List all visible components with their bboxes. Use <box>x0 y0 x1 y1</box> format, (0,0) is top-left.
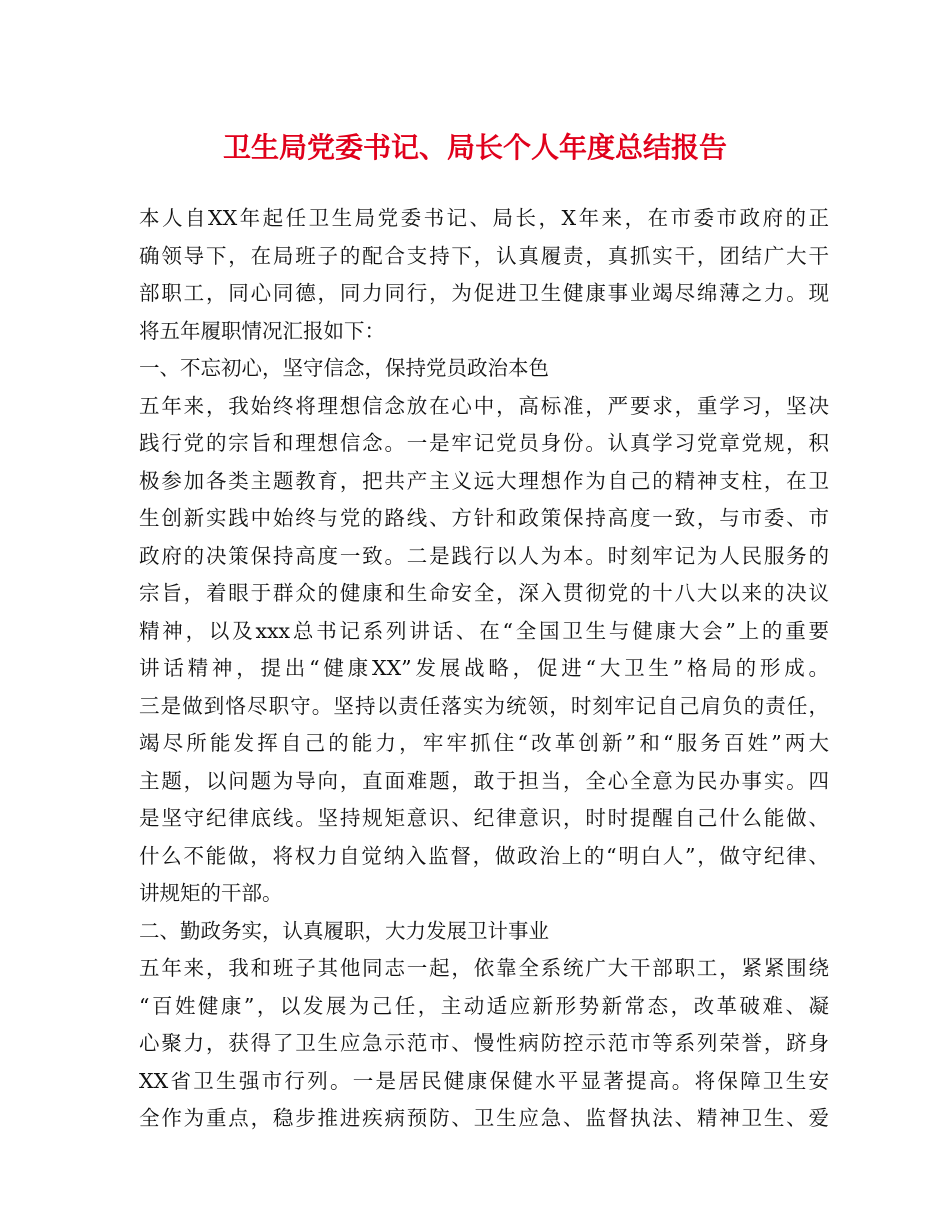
body-line: 本人自XX年起任卫生局党委书记、局长，X年来，在市委市政府的正 <box>139 206 829 230</box>
document-title: 卫生局党委书记、局长个人年度总结报告 <box>222 131 727 164</box>
body-line: 主题，以问题为导向，直面难题，敢于担当，全心全意为民办事实。四 <box>139 768 829 793</box>
body-line: XX省卫生强市行列。一是居民健康保健水平显著提高。将保障卫生安 <box>139 1068 829 1093</box>
document-body <box>139 200 829 1138</box>
body-line: 精神，以及xxx总书记系列讲话、在“全国卫生与健康大会”上的重要 <box>139 618 829 643</box>
body-line: 生创新实践中始终与党的路线、方针和政策保持高度一致，与市委、市 <box>139 506 829 530</box>
body-line: 什么不能做，将权力自觉纳入监督，做政治上的“明白人”，做守纪律、 <box>139 843 829 868</box>
body-line: 将五年履职情况汇报如下： <box>139 318 385 343</box>
body-line: 确领导下，在局班子的配合支持下，认真履责，真抓实干，团结广大干 <box>139 243 829 268</box>
body-line: 全作为重点，稳步推进疾病预防、卫生应急、监督执法、精神卫生、爱 <box>139 1106 829 1130</box>
section-heading: 一、不忘初心，坚守信念，保持党员政治本色 <box>139 356 549 380</box>
section-heading: 二、勤政务实，认真履职，大力发展卫计事业 <box>139 918 549 943</box>
body-line: 部职工，同心同德，同力同行，为促进卫生健康事业竭尽绵薄之力。现 <box>139 281 829 305</box>
body-line: 讲话精神，提出“健康XX”发展战略，促进“大卫生”格局的形成。 <box>139 656 829 680</box>
body-line: “百姓健康”，以发展为己任，主动适应新形势新常态，改革破难、凝 <box>139 993 829 1018</box>
body-line: 政府的决策保持高度一致。二是践行以人为本。时刻牢记为人民服务的 <box>139 543 829 568</box>
body-line: 讲规矩的干部。 <box>139 881 283 905</box>
body-line: 五年来，我和班子其他同志一起，依靠全系统广大干部职工，紧紧围绕 <box>139 956 829 980</box>
body-line: 践行党的宗旨和理想信念。一是牢记党员身份。认真学习党章党规，积 <box>139 431 829 455</box>
body-line: 五年来，我始终将理想信念放在心中，高标准，严要求，重学习，坚决 <box>139 393 829 418</box>
body-line: 竭尽所能发挥自己的能力，牢牢抓住“改革创新”和“服务百姓”两大 <box>139 731 829 755</box>
body-line: 心聚力，获得了卫生应急示范市、慢性病防控示范市等系列荣誉，跻身 <box>139 1031 829 1055</box>
body-line: 宗旨，着眼于群众的健康和生命安全，深入贯彻党的十八大以来的决议 <box>139 581 829 605</box>
body-line: 三是做到恪尽职守。坚持以责任落实为统领，时刻牢记自己肩负的责任， <box>139 693 829 718</box>
body-line: 极参加各类主题教育，把共产主义远大理想作为自己的精神支柱，在卫 <box>139 468 829 493</box>
body-line: 是坚守纪律底线。坚持规矩意识、纪律意识，时时提醒自己什么能做、 <box>139 806 829 830</box>
